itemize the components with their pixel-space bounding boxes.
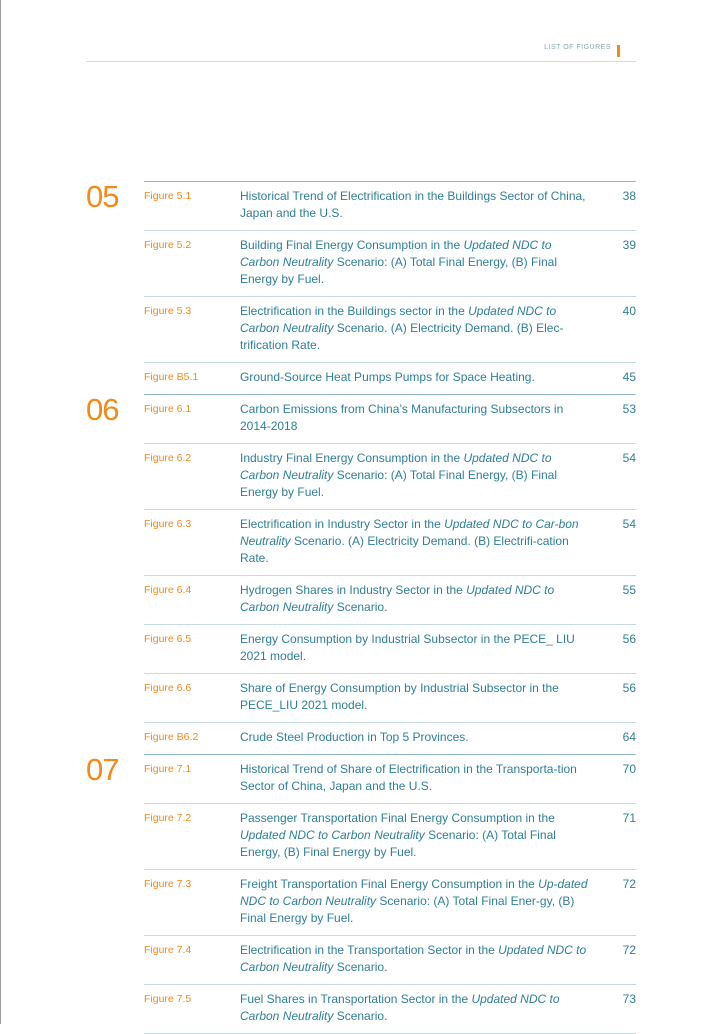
section-number: 07	[86, 752, 119, 787]
figure-label: Figure 5.3	[144, 305, 192, 317]
figure-page-number: 64	[622, 730, 636, 744]
figure-title: Carbon Emissions from China’s Manufacturing Subsectors in 2014-2018	[240, 402, 564, 433]
figure-page-number: 45	[622, 370, 636, 384]
figure-label: Figure B5.1	[144, 371, 199, 383]
figure-page-number: 72	[622, 943, 636, 957]
figure-entry[interactable]	[144, 394, 636, 443]
figure-page-number: 73	[622, 992, 636, 1006]
figure-title: Share of Energy Consumption by Industrial Subsector in the PECE_LIU 2021 model.	[240, 681, 559, 712]
figure-title: Ground-Source Heat Pumps Pumps for Space Heating.	[240, 370, 535, 384]
section-entries	[144, 754, 636, 1034]
figure-list	[86, 181, 636, 1034]
figure-title: Historical Trend of Electrification in the Buildings Sector of China, Japan and the U.S.	[240, 189, 586, 220]
figure-entry[interactable]	[144, 803, 636, 869]
section-number: 05	[86, 179, 119, 214]
figure-label: Figure 7.5	[144, 993, 192, 1005]
figure-entry[interactable]	[144, 624, 636, 673]
figure-title: Electrification in the Buildings sector in the Updated NDC to Carbon Neutrality Scenario. (A) Electricity Demand. (B) Elec-trification Rate.	[240, 304, 564, 352]
header-rule	[86, 61, 636, 62]
figure-label: Figure 6.6	[144, 682, 192, 694]
figure-page-number: 54	[622, 451, 636, 465]
figure-title: Fuel Shares in Transportation Sector in the Updated NDC to Carbon Neutrality Scenario.	[240, 992, 560, 1023]
figure-page-number: 54	[622, 517, 636, 531]
figure-title: Electrification in the Transportation Sector in the Updated NDC to Carbon Neutrality Scenario.	[240, 943, 587, 974]
figure-entry[interactable]	[144, 575, 636, 624]
figure-title: Passenger Transportation Final Energy Consumption in the Updated NDC to Carbon Neutrality Scenario: (A) Total Final Energy, (B) Final Energy by Fuel.	[240, 811, 556, 859]
figure-entry[interactable]	[144, 754, 636, 803]
figure-title: Building Final Energy Consumption in the Updated NDC to Carbon Neutrality Scenario: (A) Total Final Energy, (B) Final Energy by Fuel.	[240, 238, 558, 286]
figure-page-number: 55	[622, 583, 636, 597]
figure-entry[interactable]	[144, 935, 636, 984]
page-edge	[0, 0, 1, 1024]
figure-label: Figure 7.1	[144, 763, 192, 775]
figure-entry[interactable]	[144, 296, 636, 362]
figure-label: Figure 6.3	[144, 518, 192, 530]
figure-entry[interactable]	[144, 722, 636, 754]
figure-page-number: 70	[622, 762, 636, 776]
section-entries	[144, 181, 636, 394]
figure-title: Historical Trend of Share of Electrification in the Transporta-tion Sector of China, Japan and the U.S.	[240, 762, 577, 793]
figure-title: Energy Consumption by Industrial Subsector in the PECE_ LIU 2021 model.	[240, 632, 575, 663]
section-number: 06	[86, 392, 119, 427]
figure-title: Hydrogen Shares in Industry Sector in the Updated NDC to Carbon Neutrality Scenario.	[240, 583, 555, 614]
figure-label: Figure B6.2	[144, 731, 199, 743]
section-06	[86, 394, 636, 754]
figure-label: Figure 7.3	[144, 878, 192, 890]
header-accent-tab	[617, 45, 620, 57]
figure-label: Figure 5.2	[144, 239, 192, 251]
figure-page-number: 72	[622, 877, 636, 891]
section-entries	[144, 394, 636, 754]
figure-entry[interactable]	[144, 673, 636, 722]
figure-title: Electrification in Industry Sector in the Updated NDC to Car-bon Neutrality Scenario. (A) Electricity Demand. (B) Electrifi-cation Rate.	[240, 517, 579, 565]
figure-page-number: 53	[622, 402, 636, 416]
figure-title: Crude Steel Production in Top 5 Provinces.	[240, 730, 469, 744]
figure-entry[interactable]	[144, 230, 636, 296]
figure-label: Figure 7.4	[144, 944, 192, 956]
figure-entry[interactable]	[144, 869, 636, 935]
figure-title: Industry Final Energy Consumption in the Updated NDC to Carbon Neutrality Scenario: (A) Total Final Energy, (B) Final Energy by Fuel.	[240, 451, 558, 499]
figure-label: Figure 6.1	[144, 403, 192, 415]
figure-label: Figure 7.2	[144, 812, 192, 824]
figure-title: Freight Transportation Final Energy Consumption in the Up-dated NDC to Carbon Neutrality Scenario: (A) Total Final Ener-gy, (B) Final Energy by Fuel.	[240, 877, 588, 925]
figure-entry[interactable]	[144, 443, 636, 509]
figure-label: Figure 5.1	[144, 190, 192, 202]
figure-entry[interactable]	[144, 362, 636, 394]
figure-label: Figure 6.5	[144, 633, 192, 645]
figure-page-number: 56	[622, 632, 636, 646]
figure-page-number: 38	[622, 189, 636, 203]
figure-label: Figure 6.2	[144, 452, 192, 464]
figure-entry[interactable]	[144, 984, 636, 1034]
figure-page-number: 56	[622, 681, 636, 695]
figure-page-number: 40	[622, 304, 636, 318]
running-header: LIST OF FIGURES	[544, 44, 611, 51]
section-07	[86, 754, 636, 1034]
figure-label: Figure 6.4	[144, 584, 192, 596]
figure-page-number: 39	[622, 238, 636, 252]
figure-entry[interactable]	[144, 181, 636, 230]
figure-entry[interactable]	[144, 509, 636, 575]
section-05	[86, 181, 636, 394]
figure-page-number: 71	[622, 811, 636, 825]
